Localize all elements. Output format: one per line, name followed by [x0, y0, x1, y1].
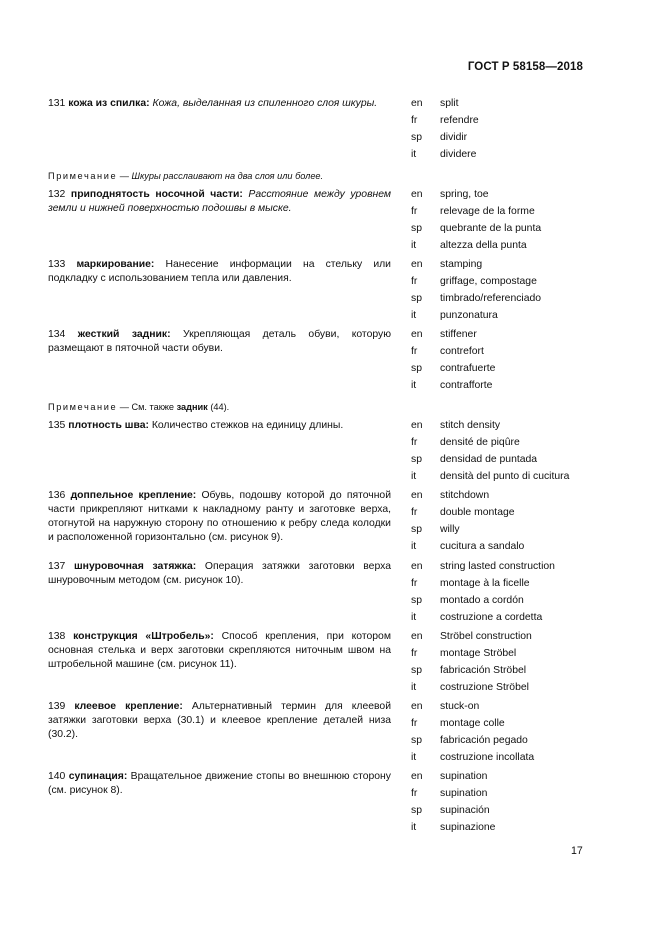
- note-label: Примечание: [48, 402, 118, 412]
- lang-code: sp: [411, 735, 422, 746]
- translations: [411, 489, 591, 557]
- translation-row: [411, 770, 591, 787]
- lang-code: it: [411, 149, 417, 160]
- term-definition: [48, 560, 391, 588]
- term-definition: [48, 97, 391, 111]
- translation-text: griffage, compostage: [440, 276, 537, 287]
- translation-row: [411, 470, 591, 487]
- term-number: 134: [48, 329, 66, 340]
- translation-text: altezza della punta: [440, 240, 527, 251]
- term-number: 132: [48, 189, 66, 200]
- translation-text: stamping: [440, 259, 483, 270]
- lang-code: sp: [411, 363, 422, 374]
- translation-row: [411, 131, 591, 148]
- translation-row: [411, 275, 591, 292]
- translation-row: [411, 594, 591, 611]
- translation-row: [411, 222, 591, 239]
- translation-text: willy: [440, 524, 460, 535]
- note-dash: —: [117, 171, 132, 181]
- translation-row: [411, 734, 591, 751]
- lang-code: sp: [411, 132, 422, 143]
- translations: [411, 560, 591, 628]
- translation-text: montage colle: [440, 718, 505, 729]
- lang-code: fr: [411, 276, 418, 287]
- translation-text: costruzione a cordetta: [440, 612, 543, 623]
- term-definition-text: Количество стежков на единицу длины.: [151, 420, 344, 431]
- lang-code: sp: [411, 595, 422, 606]
- translation-text: montado a cordón: [440, 595, 524, 606]
- translation-row: [411, 506, 591, 523]
- translation-text: costruzione Ströbel: [440, 682, 529, 693]
- lang-code: it: [411, 240, 417, 251]
- lang-code: fr: [411, 346, 418, 357]
- translation-row: [411, 205, 591, 222]
- translation-text: supinazione: [440, 822, 496, 833]
- translation-text: fabricación pegado: [440, 735, 528, 746]
- translation-text: densité de piqûre: [440, 437, 520, 448]
- lang-code: en: [411, 490, 423, 501]
- term-definition: [48, 188, 391, 216]
- lang-code: en: [411, 189, 423, 200]
- lang-code: sp: [411, 293, 422, 304]
- translation-row: [411, 700, 591, 717]
- translations: [411, 328, 591, 396]
- note-label: Примечание: [48, 171, 118, 181]
- lang-code: sp: [411, 223, 422, 234]
- translation-row: [411, 611, 591, 628]
- page-number: 17: [571, 845, 583, 857]
- term-definition-text: Укрепляющая деталь обуви, которую размещают в пяточной части обуви.: [48, 329, 391, 354]
- lang-code: sp: [411, 665, 422, 676]
- lang-code: it: [411, 541, 417, 552]
- translation-row: [411, 436, 591, 453]
- translations: [411, 97, 591, 165]
- translation-text: densidad de puntada: [440, 454, 538, 465]
- term-definition-text: Расстояние между уровнем земли и нижней поверхностью подошвы в мыске.: [48, 189, 392, 214]
- lang-code: sp: [411, 524, 422, 535]
- lang-code: fr: [411, 437, 418, 448]
- term-number: 139: [48, 701, 66, 712]
- translation-text: supination: [440, 788, 488, 799]
- note-text: Шкуры расслаивают на два слоя или более.: [131, 171, 324, 181]
- translation-text: Ströbel construction: [440, 631, 532, 642]
- translation-row: [411, 577, 591, 594]
- lang-code: en: [411, 329, 423, 340]
- lang-code: en: [411, 561, 423, 572]
- term-number: 140: [48, 771, 66, 782]
- term-definition-text: Операция затяжки заготовки верха шнуровочным методом (см. рисунок 10).: [48, 561, 391, 586]
- translation-text: spring, toe: [440, 189, 489, 200]
- lang-code: en: [411, 771, 423, 782]
- translation-text: cucitura a sandalo: [440, 541, 525, 552]
- translation-row: [411, 821, 591, 838]
- lang-code: en: [411, 701, 423, 712]
- lang-code: en: [411, 420, 423, 431]
- translation-row: [411, 751, 591, 768]
- term-number: 136: [48, 490, 66, 501]
- term-definition-text: Альтернативный термин для клеевой затяжки заготовки верха (30.1) и клеевое крепление деталей низа (30.2).: [48, 701, 392, 740]
- term-definition: [48, 419, 391, 433]
- translation-row: [411, 664, 591, 681]
- translation-row: [411, 489, 591, 506]
- translation-text: montage Ströbel: [440, 648, 517, 659]
- translation-row: [411, 419, 591, 436]
- translation-row: [411, 258, 591, 275]
- translation-text: costruzione incollata: [440, 752, 535, 763]
- translation-text: contrefort: [440, 346, 484, 357]
- lang-code: fr: [411, 648, 418, 659]
- translation-text: dividir: [440, 132, 468, 143]
- translation-text: fabricación Ströbel: [440, 665, 527, 676]
- translation-text: stitch density: [440, 420, 501, 431]
- translation-text: supination: [440, 771, 488, 782]
- term-definition: [48, 489, 391, 545]
- term-definition-text: Вращательное движение стопы во внешнюю сторону (см. рисунок 8).: [48, 771, 391, 796]
- lang-code: sp: [411, 805, 422, 816]
- translation-row: [411, 362, 591, 379]
- lang-code: fr: [411, 578, 418, 589]
- term-name: плотность шва:: [68, 420, 149, 431]
- note-131: [48, 170, 391, 182]
- translation-row: [411, 97, 591, 114]
- note-text-tail: (44).: [207, 402, 230, 412]
- lang-code: fr: [411, 507, 418, 518]
- translation-text: supinación: [440, 805, 490, 816]
- translation-row: [411, 630, 591, 647]
- lang-code: it: [411, 682, 417, 693]
- translation-text: punzonatura: [440, 310, 498, 321]
- term-name: супинация:: [68, 771, 128, 782]
- translation-row: [411, 148, 591, 165]
- term-number: 133: [48, 259, 66, 270]
- translations: [411, 188, 591, 256]
- translation-row: [411, 647, 591, 664]
- term-definition: [48, 328, 391, 356]
- note-text: См. также: [131, 402, 177, 412]
- translation-row: [411, 453, 591, 470]
- translations: [411, 258, 591, 326]
- translation-text: string lasted construction: [440, 561, 555, 572]
- lang-code: en: [411, 259, 423, 270]
- translation-text: montage à la ficelle: [440, 578, 530, 589]
- lang-code: it: [411, 310, 417, 321]
- lang-code: it: [411, 612, 417, 623]
- term-name: приподнятость носочной части:: [70, 189, 243, 200]
- term-definition: [48, 630, 391, 672]
- term-name: доппельное крепление:: [70, 490, 197, 501]
- note-134: [48, 401, 391, 413]
- translation-text: refendre: [440, 115, 479, 126]
- translation-text: stitchdown: [440, 490, 490, 501]
- translation-row: [411, 681, 591, 698]
- note-dash: —: [117, 402, 132, 412]
- note-term-link: задник: [176, 402, 208, 412]
- translations: [411, 630, 591, 698]
- lang-code: it: [411, 380, 417, 391]
- term-name: конструкция «Штробель»:: [73, 631, 214, 642]
- translation-text: contrafforte: [440, 380, 493, 391]
- translation-row: [411, 787, 591, 804]
- translation-row: [411, 560, 591, 577]
- translation-text: dividere: [440, 149, 477, 160]
- translation-row: [411, 717, 591, 734]
- translation-text: stuck-on: [440, 701, 480, 712]
- lang-code: it: [411, 471, 417, 482]
- term-definition: [48, 700, 391, 742]
- standard-header: ГОСТ Р 58158—2018: [467, 61, 583, 73]
- translation-row: [411, 292, 591, 309]
- translation-row: [411, 379, 591, 396]
- translation-text: contrafuerte: [440, 363, 496, 374]
- lang-code: en: [411, 631, 423, 642]
- term-definition-text: Обувь, подошву которой до пяточной части прикрепляют нитками к накладному ранту и заготовке верха, отогнутой на наружную сторону по отношению к ребру следа колодки и расположенной горизонтально (см. рисунок 9).: [48, 490, 392, 543]
- translation-row: [411, 309, 591, 326]
- translation-text: stiffener: [440, 329, 477, 340]
- term-number: 135: [48, 420, 66, 431]
- term-number: 138: [48, 631, 66, 642]
- term-name: шнуровочная затяжка:: [74, 561, 197, 572]
- term-number: 131: [48, 98, 66, 109]
- lang-code: it: [411, 752, 417, 763]
- translation-row: [411, 114, 591, 131]
- translation-text: timbrado/referenciado: [440, 293, 542, 304]
- term-definition: [48, 770, 391, 798]
- translation-row: [411, 239, 591, 256]
- term-definition-text: Нанесение информации на стельку или подкладку с использованием тепла или давления.: [48, 259, 391, 284]
- translation-row: [411, 804, 591, 821]
- lang-code: en: [411, 98, 423, 109]
- translations: [411, 419, 591, 487]
- term-name: кожа из спилка:: [68, 98, 150, 109]
- lang-code: fr: [411, 788, 418, 799]
- lang-code: sp: [411, 454, 422, 465]
- translation-row: [411, 540, 591, 557]
- lang-code: fr: [411, 718, 418, 729]
- translation-text: relevage de la forme: [440, 206, 535, 217]
- lang-code: fr: [411, 115, 418, 126]
- term-definition-text: Кожа, выделанная из спиленного слоя шкуры.: [152, 98, 378, 109]
- term-name: маркирование:: [76, 259, 155, 270]
- translations: [411, 770, 591, 838]
- lang-code: fr: [411, 206, 418, 217]
- translation-row: [411, 345, 591, 362]
- translations: [411, 700, 591, 768]
- term-definition-text: Способ крепления, при котором основная стелька и верх заготовки скрепляются ниточным швом на штробельной машине (см. рисунок 11).: [48, 631, 391, 670]
- term-name: жесткий задник:: [77, 329, 171, 340]
- translation-text: split: [440, 98, 459, 109]
- translation-row: [411, 523, 591, 540]
- translation-text: quebrante de la punta: [440, 223, 542, 234]
- translation-text: double montage: [440, 507, 515, 518]
- term-number: 137: [48, 561, 66, 572]
- translation-row: [411, 188, 591, 205]
- term-name: клеевое крепление:: [74, 701, 183, 712]
- lang-code: it: [411, 822, 417, 833]
- translation-row: [411, 328, 591, 345]
- translation-text: densità del punto di cucitura: [440, 471, 570, 482]
- term-definition: [48, 258, 391, 286]
